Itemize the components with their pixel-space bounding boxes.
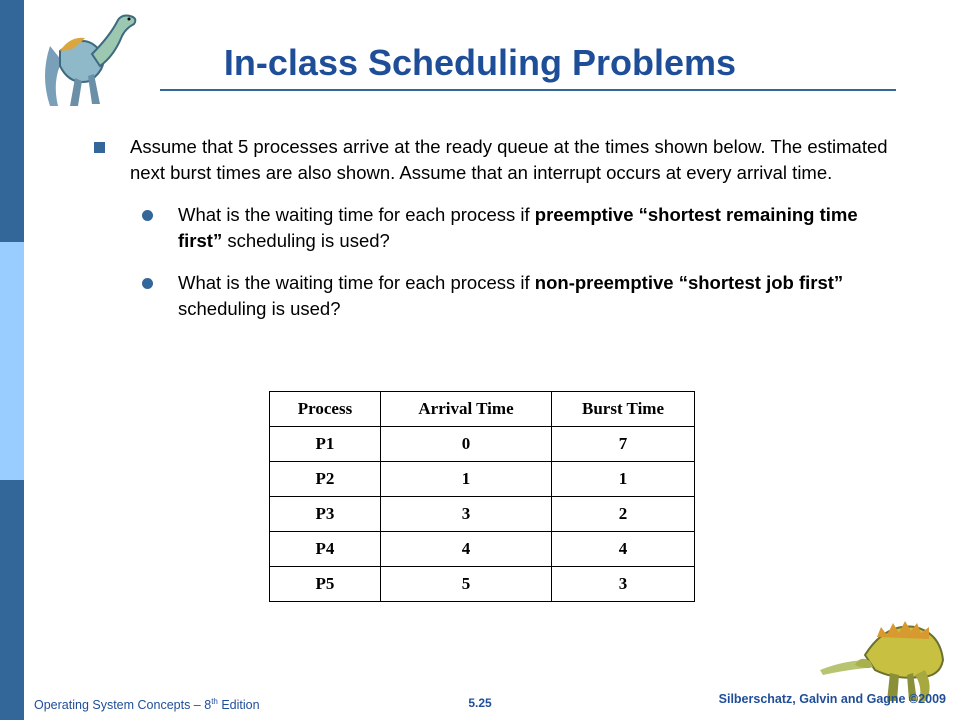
sub-bullet-1-bold: preemptive “shortest remaining time first” <box>178 204 858 251</box>
cell-process: P3 <box>270 497 381 532</box>
table-row <box>270 497 695 532</box>
main-bullet-text: Assume that 5 processes arrive at the ready queue at the times shown below. The estimated next burst times are also shown. Assume that an interrupt occurs at every arrival time. <box>130 136 888 183</box>
cell-process: P5 <box>270 567 381 602</box>
cell-arrival: 4 <box>381 532 552 567</box>
header-process: Process <box>270 392 381 427</box>
table-header-row <box>270 392 695 427</box>
footer-authors: Silberschatz, Galvin and Gagne ©2009 <box>718 692 946 706</box>
table-row <box>270 567 695 602</box>
sub-bullet-2-post: scheduling is used? <box>178 298 341 319</box>
cell-process: P1 <box>270 427 381 462</box>
main-bullet <box>94 134 894 186</box>
sub-bullet-2-pre: What is the waiting time for each process if <box>178 272 535 293</box>
table-row <box>270 462 695 497</box>
dinosaur-top-icon <box>30 6 150 116</box>
slide-title: In-class Scheduling Problems <box>223 42 737 83</box>
header-arrival-time: Arrival Time <box>381 392 552 427</box>
cell-arrival: 5 <box>381 567 552 602</box>
page-number: 5.25 <box>468 696 492 710</box>
sub-bullet-1 <box>94 202 894 254</box>
cell-arrival: 0 <box>381 427 552 462</box>
cell-burst: 4 <box>552 532 695 567</box>
header-burst-time: Burst Time <box>552 392 695 427</box>
cell-burst: 7 <box>552 427 695 462</box>
round-bullet-icon <box>142 210 153 221</box>
cell-arrival: 3 <box>381 497 552 532</box>
footer-superscript: th <box>211 697 218 706</box>
cell-burst: 2 <box>552 497 695 532</box>
process-table <box>269 391 695 602</box>
cell-arrival: 1 <box>381 462 552 497</box>
table-row <box>270 427 695 462</box>
title-divider <box>160 89 896 91</box>
footer-book-title-text: Operating System Concepts – 8 <box>34 698 212 713</box>
square-bullet-icon <box>94 142 105 153</box>
sub-bullet-2-bold: non-preemptive “shortest job first” <box>534 272 844 293</box>
cell-process: P2 <box>270 462 381 497</box>
sub-bullet-2 <box>94 270 894 322</box>
cell-burst: 3 <box>552 567 695 602</box>
slide-content <box>94 134 894 322</box>
cell-burst: 1 <box>552 462 695 497</box>
sub-bullet-1-pre: What is the waiting time for each process if <box>178 204 535 225</box>
footer-edition-text: Edition <box>217 698 260 713</box>
left-sidebar-highlight <box>0 242 24 480</box>
round-bullet-icon <box>142 278 153 289</box>
cell-process: P4 <box>270 532 381 567</box>
table-row <box>270 532 695 567</box>
sub-bullet-1-post: scheduling is used? <box>222 230 390 251</box>
